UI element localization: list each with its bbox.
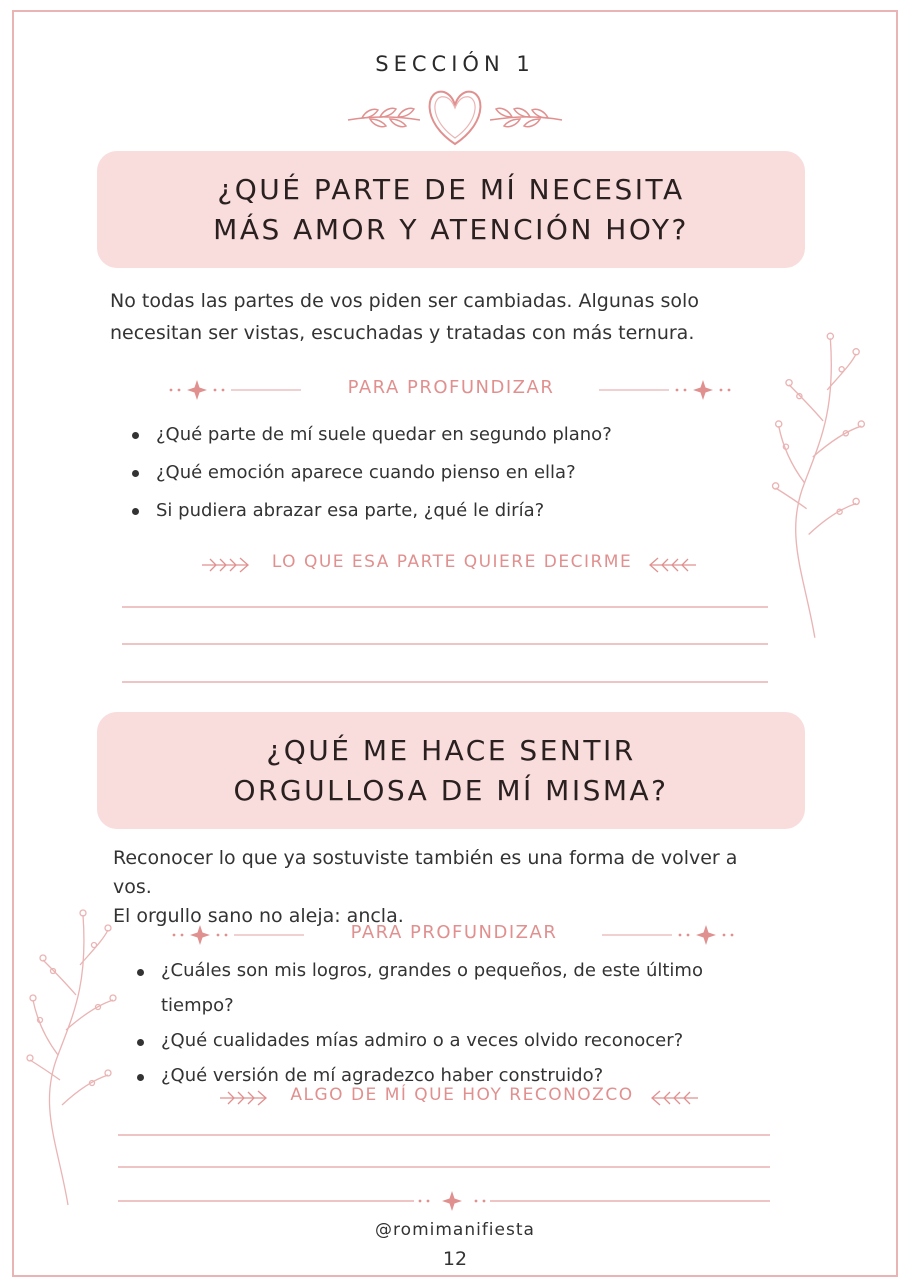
- writing-line[interactable]: [122, 681, 768, 683]
- writing-line[interactable]: [118, 1200, 414, 1202]
- writing-line[interactable]: [118, 1166, 770, 1168]
- question-list: [137, 953, 777, 1093]
- list-item: ¿Qué cualidades mías admiro o a veces olvido reconocer?: [137, 1023, 777, 1058]
- author-handle: @romimanifiesta: [375, 1220, 535, 1240]
- intro-line: Reconocer lo que ya sostuviste también es una forma de volver a vos.: [113, 847, 738, 898]
- sparkle-divider-icon: [167, 380, 303, 400]
- list-item: ¿Qué parte de mí suele quedar en segundo plano?: [132, 416, 752, 454]
- writing-line[interactable]: [122, 643, 768, 645]
- page-number: 12: [442, 1248, 468, 1270]
- section-label: SECCIÓN 1: [375, 52, 535, 76]
- floral-branch-icon: [760, 328, 880, 648]
- writing-line[interactable]: [490, 1200, 770, 1202]
- arrow-ornament-icon: [218, 1088, 270, 1108]
- question-title-box: [97, 151, 805, 268]
- list-item: ¿Qué emoción aparece cuando pienso en ella?: [132, 454, 752, 492]
- writing-line[interactable]: [118, 1134, 770, 1136]
- deepen-heading: PARA PROFUNDIZAR: [347, 377, 555, 398]
- sparkle-divider-icon: [602, 925, 738, 945]
- arrow-ornament-icon: [650, 1088, 702, 1108]
- arrow-ornament-icon: [648, 555, 700, 575]
- floral-branch-icon: [18, 900, 128, 1220]
- list-item: ¿Cuáles son mis logros, grandes o pequeños, de este último tiempo?: [137, 953, 777, 1023]
- writing-line[interactable]: [122, 606, 768, 608]
- intro-line: El orgullo sano no aleja: ancla.: [113, 905, 404, 927]
- list-item: ¿Qué versión de mí agradezco haber construido?: [137, 1058, 777, 1093]
- sparkle-divider-icon: [414, 1191, 490, 1211]
- deepen-heading: PARA PROFUNDIZAR: [350, 922, 558, 943]
- arrow-ornament-icon: [200, 555, 252, 575]
- sparkle-divider-icon: [170, 925, 306, 945]
- writing-heading: ALGO DE MÍ QUE HOY RECONOZCO: [290, 1085, 634, 1105]
- question-list: [132, 416, 752, 530]
- question-title: ¿QUÉ PARTE DE MÍ NECESITA MÁS AMOR Y ATENCIÓN HOY?: [213, 172, 689, 246]
- question-title-box: [97, 712, 805, 829]
- writing-heading: LO QUE ESA PARTE QUIERE DECIRME: [271, 552, 633, 572]
- list-item: Si pudiera abrazar esa parte, ¿qué le diría?: [132, 492, 752, 530]
- intro-text: [110, 285, 750, 349]
- intro-line: necesitan ser vistas, escuchadas y tratadas con más ternura.: [110, 322, 695, 344]
- sparkle-divider-icon: [599, 380, 735, 400]
- intro-line: No todas las partes de vos piden ser cambiadas. Algunas solo: [110, 290, 699, 312]
- intro-text: [113, 844, 773, 931]
- heart-laurel-ornament: [340, 86, 570, 148]
- question-title: ¿QUÉ ME HACE SENTIR ORGULLOSA DE MÍ MISMA?: [233, 733, 669, 807]
